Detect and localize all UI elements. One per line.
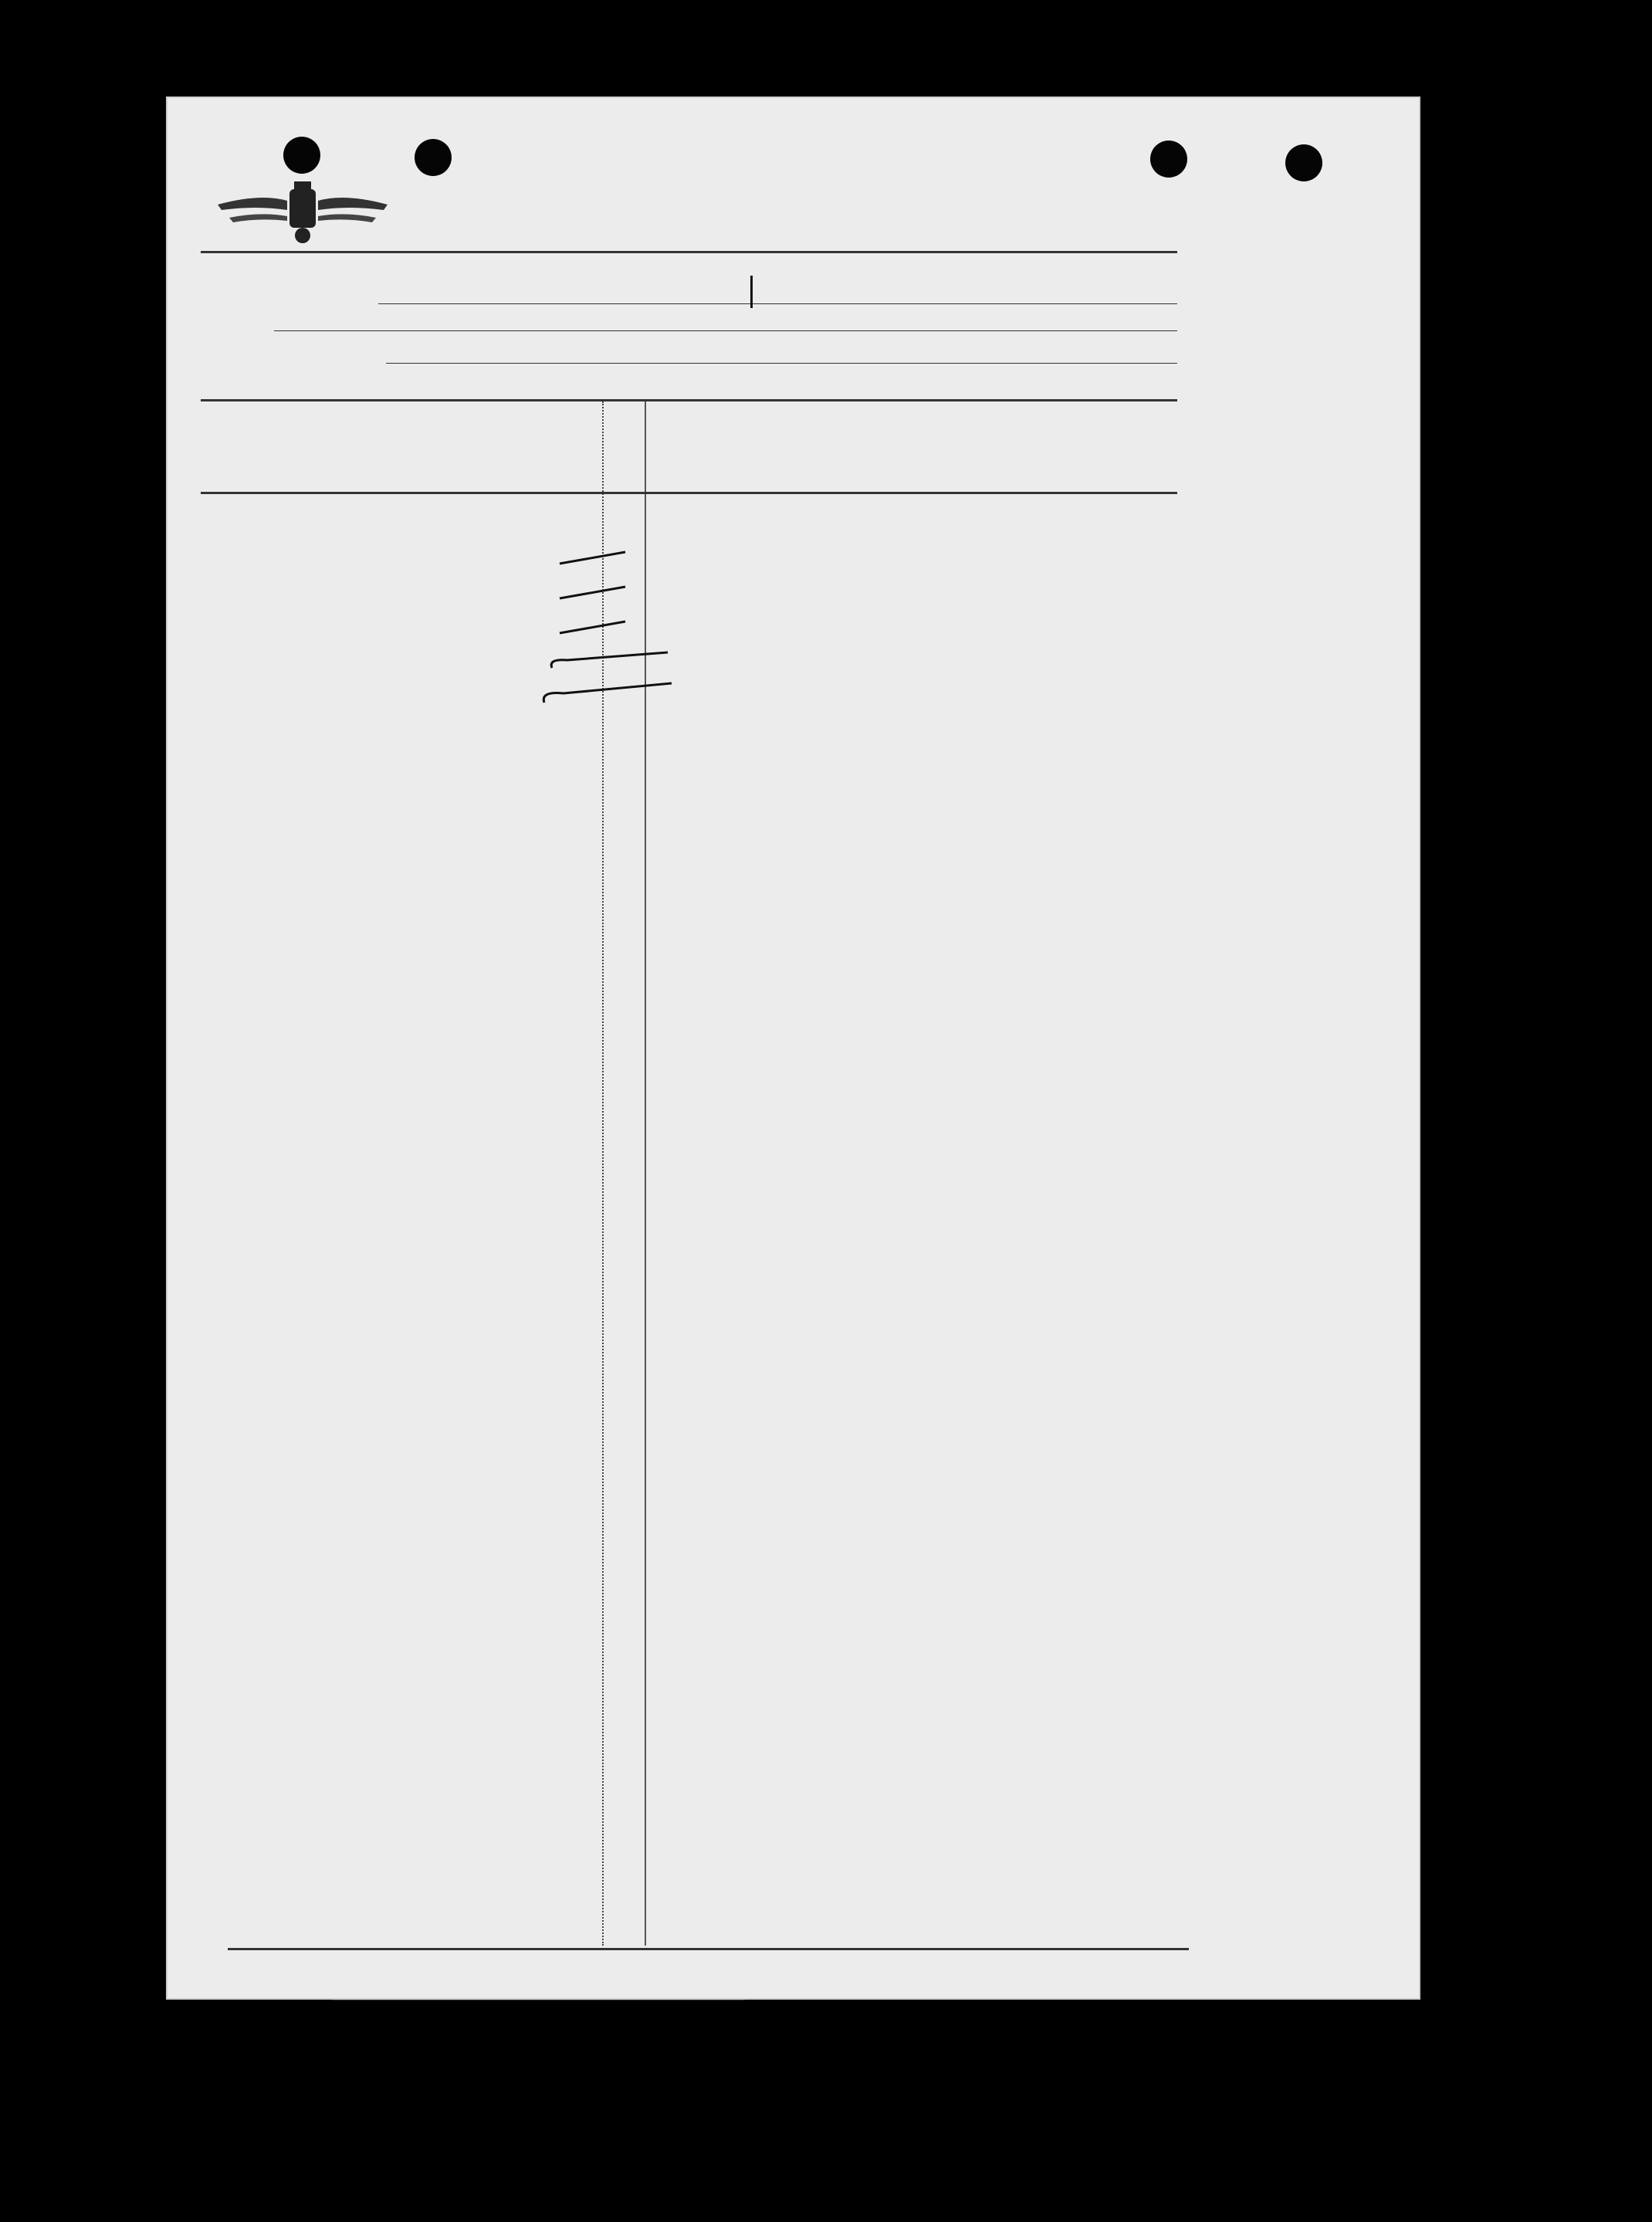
aircraft-underline	[274, 330, 1177, 331]
punch-hole	[415, 139, 452, 176]
disembarkation-rule	[201, 399, 1177, 401]
embarkation-underline	[386, 363, 1177, 364]
handwritten-checkmarks	[537, 537, 691, 753]
punch-hole	[1150, 141, 1187, 178]
punch-hole	[1285, 144, 1322, 181]
manifest-sheet	[166, 97, 1420, 2000]
column-header-rule	[201, 492, 1177, 494]
bottom-rule	[228, 1948, 1189, 1950]
header-rule	[201, 251, 1177, 253]
punch-hole	[283, 137, 320, 174]
airline-logo-icon	[214, 178, 391, 247]
owner-check-mark	[750, 276, 753, 308]
owner-underline	[378, 303, 1177, 304]
